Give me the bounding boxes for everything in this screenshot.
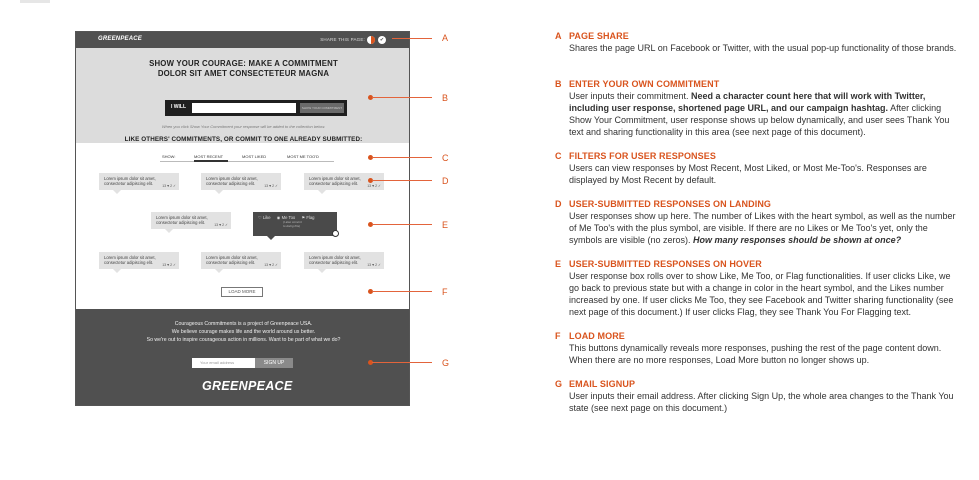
callout-letter-a: A xyxy=(442,33,449,43)
annotation-body: User inputs their commitment. Need a character count here that will work with Twitter, including user response, shortened page URL, and our campaign hashtag. After clicking Show Your Commitment, user response shows up below dynamically, and user sees Thank You text and sharing functionality in this area (see next page of this document). xyxy=(569,91,950,137)
footer-text: Courageous Commitments is a project of Greenpeace USA. We believe courage makes life and the world around us better. So we're out to inspire courageous action in millions. Want to be part of what we do? xyxy=(146,321,341,343)
annotation-title: ENTER YOUR OWN COMMITMENT xyxy=(569,79,720,89)
annotation-letter: A xyxy=(555,31,562,41)
callout-line-a xyxy=(392,38,432,39)
annotation-title: EMAIL SIGNUP xyxy=(569,379,636,389)
callout-letter-f: F xyxy=(442,287,448,297)
callout-letter-g: G xyxy=(442,358,450,368)
annotation-body: This buttons dynamically reveals more responses, pushing the rest of the page content down. When there are no more responses, Load More button no longer shows up. xyxy=(569,343,942,365)
callout-line-g xyxy=(372,362,432,363)
callout-line-b xyxy=(372,97,432,98)
annotation-title: FILTERS FOR USER RESPONSES xyxy=(569,151,716,161)
callout-letter-b: B xyxy=(442,93,449,103)
callout-letter-c: C xyxy=(442,153,449,163)
callout-line-d xyxy=(372,180,432,181)
callout-letter-e: E xyxy=(442,220,449,230)
responses-title: LIKE OTHERS' COMMITMENTS, OR COMMIT TO ONE ALREADY SUBMITTED: xyxy=(124,136,363,143)
hero-title: SHOW YOUR COURAGE: MAKE A COMMITMENT DOLOR SIT AMET CONSECTETEUR MAGNA xyxy=(149,59,338,78)
signup-button[interactable]: SIGN UP xyxy=(255,358,293,368)
response-card-hover[interactable] xyxy=(253,212,337,236)
annotation-title: USER-SUBMITTED RESPONSES ON LANDING xyxy=(569,199,772,209)
i-will-label: I WILL xyxy=(171,104,186,110)
annotation-body: Shares the page URL on Facebook or Twitter, with the usual pop-up functionality of those brands. xyxy=(569,43,957,53)
flag-option[interactable]: ⚑ Flag xyxy=(301,215,315,220)
commitment-input[interactable] xyxy=(192,103,296,113)
wireframe-mockup xyxy=(75,31,410,406)
response-card[interactable]: Lorem ipsum dolor sit amet, consectetur adipiscing elit. 13 ♥ 2 ✓ xyxy=(201,252,281,269)
like-option[interactable]: ♡ Like xyxy=(258,215,271,220)
filter-most-liked[interactable]: MOST LIKED xyxy=(242,154,267,159)
commitment-hint: When you click Show Your Commitment your response will be added to the collection below. xyxy=(161,124,326,129)
callout-line-c xyxy=(372,157,432,158)
annotation-title: PAGE SHARE xyxy=(569,31,629,41)
share-label: SHARE THIS PAGE: xyxy=(320,37,365,42)
commitment-hero xyxy=(76,48,409,143)
callout-line-e xyxy=(372,224,432,225)
response-card[interactable]: Lorem ipsum dolor sit amet, consectetur adipiscing elit. 13 ♥ 2 ✓ xyxy=(304,173,384,190)
filter-active-indicator xyxy=(194,160,228,162)
filter-most-me-tood[interactable]: MOST ME TOO'D xyxy=(287,154,319,159)
annotation-body: User inputs their email address. After clicking Sign Up, the whole area changes to the Thank You state (see next page on this document.) xyxy=(569,391,954,413)
me-too-subtext: (I also commit to doing this) xyxy=(283,220,302,228)
load-more-button[interactable]: LOAD MORE xyxy=(221,287,263,297)
response-card[interactable]: Lorem ipsum dolor sit amet, consectetur adipiscing elit. 13 ♥ 2 ✓ xyxy=(151,212,231,229)
response-card[interactable]: Lorem ipsum dolor sit amet, consectetur adipiscing elit. 13 ♥ 2 ✓ xyxy=(304,252,384,269)
facebook-icon[interactable] xyxy=(367,36,375,44)
annotation-title: USER-SUBMITTED RESPONSES ON HOVER xyxy=(569,259,762,269)
annotation-title: LOAD MORE xyxy=(569,331,625,341)
response-card[interactable]: Lorem ipsum dolor sit amet, consectetur adipiscing elit. 13 ♥ 2 ✓ xyxy=(99,173,179,190)
twitter-icon[interactable]: ✔ xyxy=(379,36,385,43)
callout-letter-d: D xyxy=(442,176,449,186)
filter-underline xyxy=(160,161,334,162)
filter-most-recent[interactable]: MOST RECENT xyxy=(194,154,224,159)
filter-show-label: SHOW: xyxy=(162,154,176,159)
mockup-footer xyxy=(76,309,409,406)
greenpeace-logo: GREENPEACE xyxy=(202,379,293,393)
mockup-header xyxy=(76,32,409,48)
annotation-body: Users can view responses by Most Recent, Most Liked, or Most Me-Too's. Responses are displayed by Most Recent by default. xyxy=(569,163,927,185)
faint-mark xyxy=(20,0,50,3)
email-input[interactable]: Your email address xyxy=(192,358,255,368)
me-too-option[interactable]: ◉ Me Too xyxy=(276,215,296,220)
commitment-form xyxy=(165,100,347,116)
cursor-icon xyxy=(332,230,339,237)
response-card[interactable]: Lorem ipsum dolor sit amet, consectetur adipiscing elit. 13 ♥ 2 ✓ xyxy=(99,252,179,269)
show-commitment-button[interactable]: SHOW YOUR COMMITMENT xyxy=(300,103,344,113)
annotation-body: User response box rolls over to show Like, Me Too, or Flag functionalities. If user clicks Like, we go back to previous state but with a change in color in the heart symbol, and the Likes number increased by one. If user clicks Me Too, they see Facebook and Twitter sharing functionality (see next page of this document.) If user clicks Flag, they see Thank You For Flagging text. xyxy=(569,271,954,317)
callout-line-f xyxy=(372,291,432,292)
greenpeace-logo-small[interactable]: GREENPEACE xyxy=(98,36,143,42)
response-card[interactable]: Lorem ipsum dolor sit amet, consectetur adipiscing elit. 13 ♥ 2 ✓ xyxy=(201,173,281,190)
annotation-body: User responses show up here. The number of Likes with the heart symbol, as well as the number of Me Too's with the plus symbol, are visible. If there are no Likes or Me Too's yet, only the symbols are visible (no zeros). How many responses should be shown at once? xyxy=(569,211,956,245)
